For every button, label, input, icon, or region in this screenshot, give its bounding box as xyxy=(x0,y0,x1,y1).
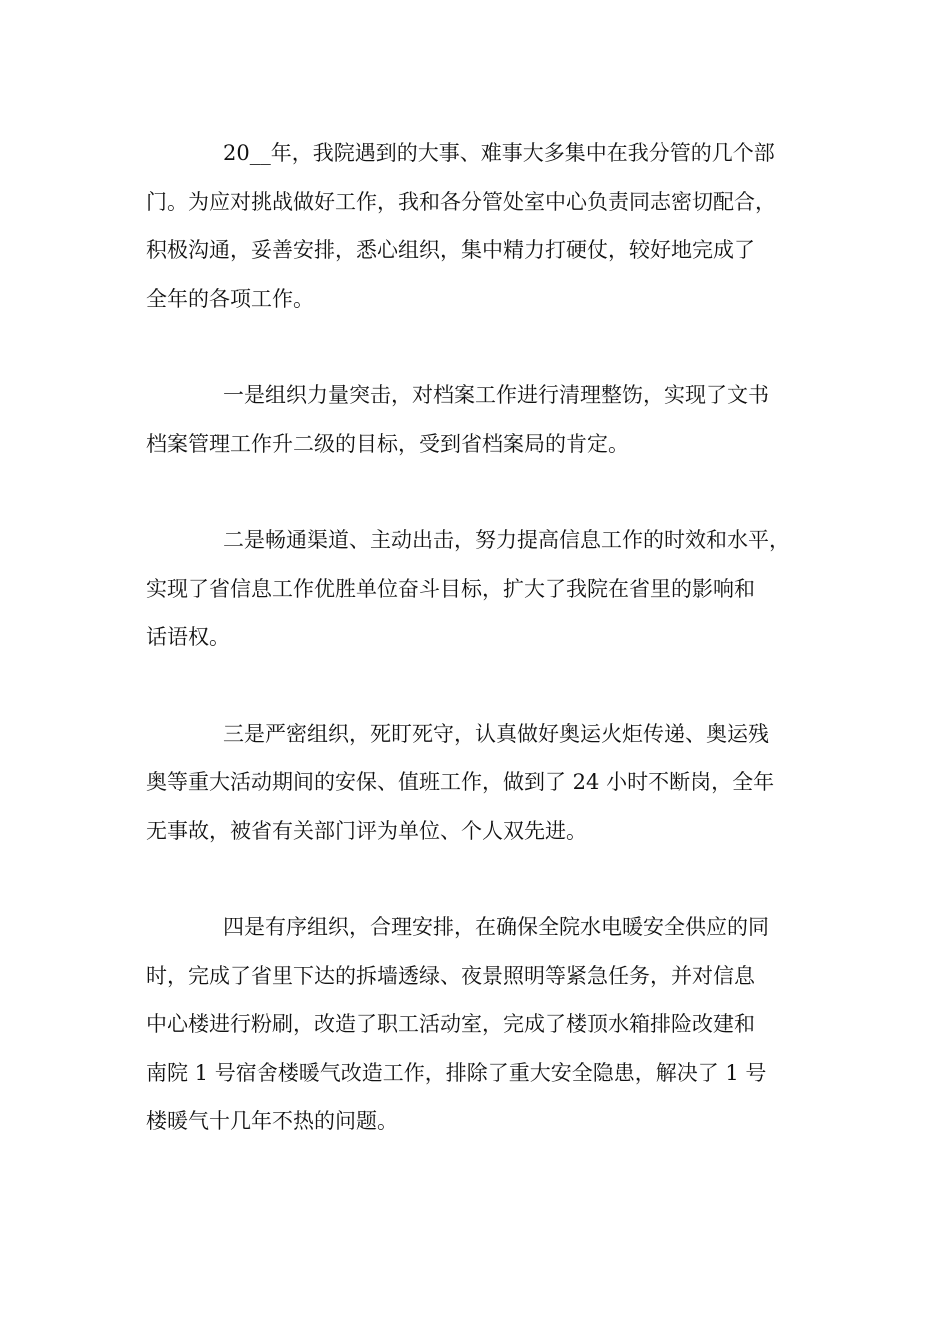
paragraph-item-1 xyxy=(146,371,826,468)
paragraph-item-3 xyxy=(146,710,826,856)
paragraph-line: 实现了省信息工作优胜单位奋斗目标，扩大了我院在省里的影响和 xyxy=(146,576,755,601)
paragraph-line: 积极沟通，妥善安排，悉心组织，集中精力打硬仗，较好地完成了 xyxy=(146,238,755,262)
paragraph-line: 南院 1 号宿舍楼暖气改造工作，排除了重大安全隐患，解决了 1 号 xyxy=(146,1060,767,1085)
paragraph-line: 中心楼进行粉刷，改造了职工活动室，完成了楼顶水箱排险改建和 xyxy=(146,1012,755,1036)
paragraph-line: 门。为应对挑战做好工作，我和各分管处室中心负责同志密切配合， xyxy=(146,189,776,214)
paragraph-line: 奥等重大活动期间的安保、值班工作，做到了 24 小时不断岗，全年 xyxy=(146,770,775,794)
paragraph-line: 三是严密组织，死盯死守，认真做好奥运火炬传递、奥运残 xyxy=(223,721,769,746)
paragraph-spacer xyxy=(146,468,826,516)
paragraph-spacer xyxy=(146,662,826,710)
paragraph-line: 档案管理工作升二级的目标，受到省档案局的肯定。 xyxy=(146,431,629,456)
paragraph-line: 时，完成了省里下达的拆墙透绿、夜景照明等紧急任务，并对信息 xyxy=(146,963,755,988)
paragraph-line: 无事故，被省有关部门评为单位、个人双先进。 xyxy=(146,818,587,843)
paragraph-line: 一是组织力量突击，对档案工作进行清理整饬，实现了文书 xyxy=(223,383,769,407)
paragraph-line: 20__年，我院遇到的大事、难事大多集中在我分管的几个部 xyxy=(223,141,775,165)
paragraph-spacer xyxy=(146,855,826,903)
paragraph-spacer xyxy=(146,323,826,371)
paragraph-item-2 xyxy=(146,516,826,662)
paragraph-intro xyxy=(146,129,826,323)
document-body xyxy=(146,129,826,1146)
paragraph-line: 话语权。 xyxy=(146,625,230,649)
paragraph-line: 楼暖气十几年不热的问题。 xyxy=(146,1109,398,1133)
paragraph-line: 全年的各项工作。 xyxy=(146,286,314,311)
paragraph-line: 四是有序组织，合理安排，在确保全院水电暖安全供应的同 xyxy=(223,915,769,939)
paragraph-line: 二是畅通渠道、主动出击，努力提高信息工作的时效和水平， xyxy=(223,528,790,552)
paragraph-item-4 xyxy=(146,903,826,1146)
